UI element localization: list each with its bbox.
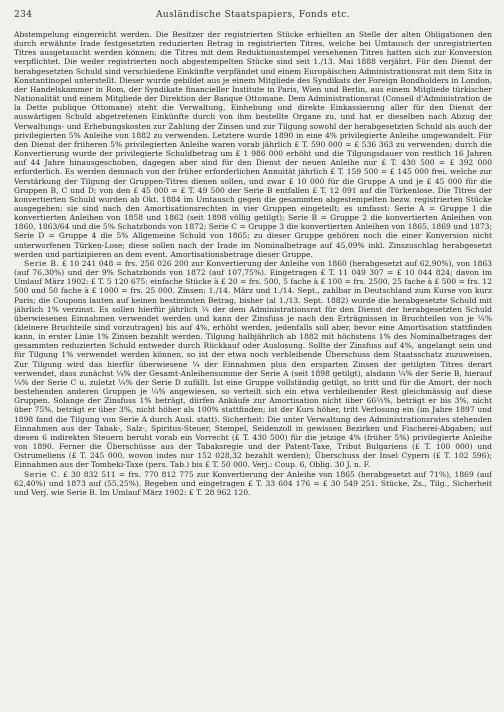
paragraph-text: £ 30 832 511 = frs. 770 812 775 zur Konvertierung der Anleihe von 1865 (herabgesetzt auf 71%), 1869 (auf 62,40%) und 1873 auf (55,25%). Begeben und eingetragen £ T. 33 604 176 = £ 30 549 251. Stücke, Zs., Tilg., Sicherheit und Verj. wie Serie B. Im Umlauf März 1902: £ T. 28 962 120. [14,469,492,497]
page-number: 234 [14,10,33,20]
running-title: Ausländische Staatspapiers, Fonds etc. [156,10,350,20]
paragraph-text: £ 10 241 048 = frs. 256 026 200 zur Konvertierung der Anleihe von 1860 (herabgesetzt auf 62,90%), von 1863 (auf 76,30%) und der 9% Schatzbonds von 1872 (auf 107,75%). Eingetragen £ T. 11 049 307 = £ 10 044 824; davon im Umlauf März 1902: £ T. 5 120 675: einfache Stücke à £ 20 = frs. 500, 5 fache à £ 100 = frs. 2500, 25 fache à £ 500 = frs. 12 500 und 50 fache à £ 1000 = frs. 25 000. Zinsen: 1./14. März und 1./14. Sept., zahlbar in Deutschland zum Kurse von kurz Paris; die Coupons lauten auf keinen bestimmten Betrag, bisher (al 1./13. Sept. 1882) wurde die herabgesetzte Schuld mit jährlich 1% verzinst. Es sollen hierfür jährlich ¼ der dem Administrationsrat für den Dienst der herabgesetzten Schuld überwiesenen Einnahmen verwendet werden und kann der Zinsfuss je nach den Erträgnissen in Bruchteilen von je ¼% (kleinere Bruchteile sind vorzutragen) bis auf 4%, erhöht werden, jedenfalls soll aber, bevor eine Amortisation stattfinden kann, in erster Linie 1% Zinsen bezahlt werden. Tilgung halbjährlich ab 1882 mit höchstens 1% des Nominalbetrages der gesammten reduzierten Schuld entweder durch Rückkauf oder Auslosung. Sollte der Zinsfuss auf 4%, angelangt sein und für Tilgung 1% verwendet werden können, so ist der etwa noch verbleibende Überschuss dem Staatsschatz zuzuweisen. Zur Tilgung wird das hierfür überwiesene ¼ der Einnahmen plus den ersparten Zinsen der getilgten Titres derart verwendet, dass zunächst ¼% der Gesamt-Anleihensumme der Serie A (seit 1898 getilgt), alsdann ¼% der Serie B, hierauf ¼% der Serie C u. zuletzt ¼% der Serie D zufällt. Ist eine Gruppe vollständig getilgt, so tritt und für die Amort. der noch bestehenden anderen Gruppen je ¼% angewiesen, so verteilt sich ein etwa verbleibender Rest gleichmässig auf diese Gruppen. Solange der Zinsfuss 1% beträgt, dürfen Ankäufe zur Amortisation nicht über 66⅔%, beträgt er bis 3%, nicht über 75%, beträgt er über 3%, nicht höher als 100% stattfinden; ist der Kurs höher, tritt Verlosung ein (im Jahre 1897 und 1898 fand die Tilgung von Serie A durch Ausl. statt). Sicherheit: Die unter Verwaltung des Administrationsrates stehenden Einnahmen aus der Tabak-, Salz-, Spiritus-Steuer, Stempel, Seidenzoll in gewissen Bezirken und Fischerei-Abgaben; auf diesen 6 indirekten Steuern beruht vorab ein Vorrecht (£ T. 430 500) für die jetzige 4% (früher 5%) privilegierte Anleihe von 1890. Ferner die Überschüsse aus der Tabaksregie und der Patent-Taxe, Tribut Bulgariens (£ T. 100 000) und Ostrumeliens (£ T. 245 000, wovon indes nur 152 028,32 bezahlt werden); Überschuss der Insel Cypern (£ T. 102 596); Einnahmen aus der Tombeki-Taxe (pers. Tab.) bis £ T. 50 000. Verj.: Coup. 6, Oblig. 30 J. n. F. [14,258,492,470]
paragraph-serie-b [14,259,492,470]
serie-b-label: Serie B. [24,258,60,268]
running-header [14,10,492,26]
paragraph-conversion-intro [14,30,492,259]
paragraph-serie-c [14,470,492,497]
body-text [14,30,492,704]
paragraph-text: Abstempelung eingereicht werden. Die Besitzer der registrierten Stücke erhielten an Stelle der alten Obligationen den durch erwähnte Irade festgesetzten reduzierten Betrag in registrierten Titres, welche bei Umtausch der unregistrierten Titres ausgetauscht werden können; die Titres mit dem Reduktionsstempel versehenen Titres hatten sich zur Konversion verpflichtet. Die weder registrierten noch abgestempelten Stücke sind seit 1./13. Mai 1888 verjährt. Für den Dienst der herabgesetzten Schuld sind verschiedene Einkünfte verpfändet und einem Europäischen Administrationsrat mit dem Sitz in Konstantinopel unterstellt. Dieser wurde gebildet aus je einem Mitgliede des Syndikats der Foreign Bondholders in London, der Handelskammer in Rom, der Syndikate financieller Institute in Paris, Wien und Berlin, aus einem Mitgliede türkischer Nationalität und einem Mitgliede der Direktion der Banque Ottomane. Dem Administrationsrat (Conseil d'Administration de la Dette publique Ottomane) steht die Verwaltung, Einhebung und direkte Einkassierung aller für den Dienst der auswärtigen Schuld abgetretenen Einkünfte durch von ihm bestellte Organe zu, und hat er dieselben nach Abzug der Verwaltungs- und Erhebungskosten zur Zahlung der Zinsen und zur Tilgung sowohl der herabgesetzten Schuld als auch der privilegierten 5% Anleihe von 1882 zu verwenden. Letztere wurde 1890 in eine 4% privilegierte Anleihe umgewandelt. Für den Dienst der früheren 5% privilegierten Anleihe waren vorab jährlich £ T. 590 000 = £ 536 363 zu verwenden; durch die Konvertierung wurde der privilegierte Schuldbetrag um £ 1 986 000 erhöht und die Tilgungsdauer von restlich 16 Jahren auf 44 Jahre hinausgeschoben, dagegen aber sind für den Dienst der neuen Anleihe nur £ T. 430 500 = £ 392 000 erforderlich. Es werden demnach von der früher erforderlichen Annuität jährlich £ T. 159 500 = £ 145 000 frei, welche zur Verstärkung der Tilgung der Gruppen-Titres dienen sollen, und zwar £ 10 000 für die Gruppe A und je £ 45 000 für die Gruppen B, C und D; von den £ 45 000 = £ T. 49 500 der Serie B entfallen £ T. 12 091 auf die Türkenlose. Die Titres der konvertierten Schuld wurden ab Okt. 1884 im Umtausch gegen die gesammten abgestempelten bezw. registrierten Stücke ausgegeben; sie sind nach den Amortisationsrechten in vier Gruppen eingeteilt; es umfasst: Serie A = Gruppe I die konvertierten Anleihen von 1858 und 1862 (seit 1898 völlig getilgt); Serie B = Gruppe 2 die konvertierten Anleihen von 1860, 1863/64 und die 5% Schatzbonds von 1872; Serie C = Gruppe 3 die konvertierten Anleihen von 1865, 1869 und 1873; Serie D = Gruppe 4 die 5% Allgemeine Schuld von 1865; zu dieser Gruppe gehören noch die einer Konversion nicht unterworfenen Türken-Lose; diese sollen nach der Irade im Nominalbetrage auf 45,09% inkl. Zinszuschlag herabgesetzt werden und partizipieren an dem event. Amortisationsbetrage dieser Gruppe. [14,30,492,259]
serie-c-label: Serie C. [24,469,60,479]
